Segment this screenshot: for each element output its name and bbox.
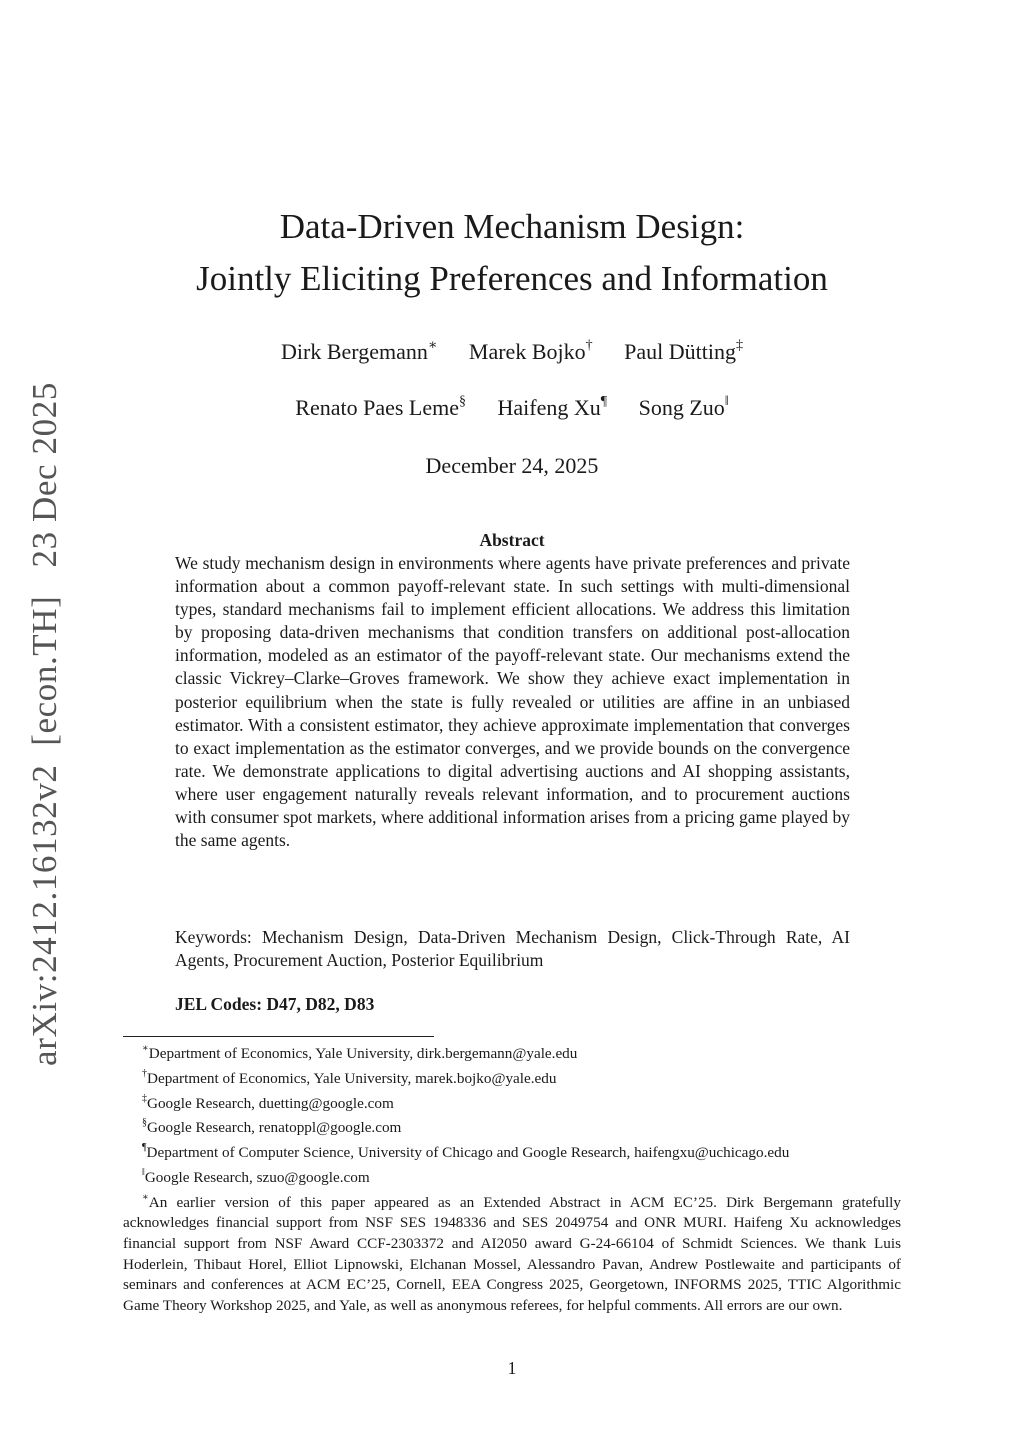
title-line-1: Data-Driven Mechanism Design: [279,207,745,246]
title-line-2: Jointly Eliciting Preferences and Information [196,259,828,298]
paper-date: December 24, 2025 [425,453,599,478]
footnote: ¶Department of Computer Science, University of Chicago and Google Research, haifengxu@uchicago.edu [142,1142,790,1162]
author: Renato Paes Leme§ [295,393,466,420]
arxiv-category: [econ.TH] [25,595,64,746]
footnote-acknowledgements: ∗An earlier version of this paper appeared as an Extended Abstract in ACM EC’25. Dirk Bergemann gratefully acknowledges financial support from NSF SES 1948336 and SES 2049754 and ONR MURI. Haifeng Xu acknowledges financial support from NSF Award CCF-2303372 and AI2050 award G-24-66104 of Schmidt Sciences. We thank Luis Hoderlein, Thibaut Horel, Elliot Lipnowski, Elchanan Mossel, Alessandro Pavan, Andrew Postlewaite and participants of seminars and conferences at ACM EC’25, Cornell, EEA Congress 2025, Georgetown, INFORMS 2025, TTIC Algorithmic Game Theory Workshop 2025, and Yale, as well as anonymous referees, for helpful comments. All errors are our own. [123,1191,901,1315]
footnote: ‖Google Research, szuo@google.com [142,1166,370,1186]
footnote: §Google Research, renatoppl@google.com [142,1117,402,1137]
author: Paul Dütting‡ [624,338,743,365]
arxiv-sidebar-stamp [25,382,65,1066]
abstract-text: We study mechanism design in environments where agents have private preferences and private information about a common payoff-relevant state. In such settings with multi-dimensional types, standard mechanisms fail to implement efficient allocations. We address this limitation by proposing data-driven mechanisms that condition transfers on additional post-allocation information, modeled as an estimator of the payoff-relevant state. Our mechanisms extend the classic Vickrey–Clarke–Groves framework. We show they achieve exact implementation in posterior equilibrium when the state is fully revealed or utilities are affine in an unbiased estimator. With a consistent estimator, they achieve approximate implementation that converges to exact implementation as the estimator converges, and we provide bounds on the convergence rate. We demonstrate applications to digital advertising auctions and AI shopping assistants, where user engagement naturally reveals relevant information, and to procurement auctions with consumer spot markets, where additional information arises from a pricing game played by the same agents. [175,553,850,851]
arxiv-id: arXiv:2412.16132v2 [25,764,64,1066]
author: Dirk Bergemann∗ [281,338,438,365]
jel-codes: JEL Codes: D47, D82, D83 [175,994,375,1014]
footnotes [123,1040,901,1317]
author: Haifeng Xu¶ [497,393,608,420]
abstract-heading: Abstract [479,530,545,550]
author-row-1 [0,339,1024,365]
paper-title [0,201,1024,305]
author-row-2 [0,395,1024,421]
author: Song Zuo‖ [638,393,729,420]
keywords: Keywords: Mechanism Design, Data-Driven Mechanism Design, Click-Through Rate, AI Agents, Procurement Auction, Posterior Equilibrium [175,927,850,971]
page-number: 1 [507,1358,517,1378]
footnote: ∗Department of Economics, Yale University, dirk.bergemann@yale.edu [142,1043,578,1063]
footnote-rule [123,1036,434,1037]
footnote: †Department of Economics, Yale University, marek.bojko@yale.edu [142,1067,557,1087]
footnote: ‡Google Research, duetting@google.com [142,1092,394,1112]
author: Marek Bojko† [468,338,593,365]
arxiv-date: 23 Dec 2025 [25,382,64,568]
